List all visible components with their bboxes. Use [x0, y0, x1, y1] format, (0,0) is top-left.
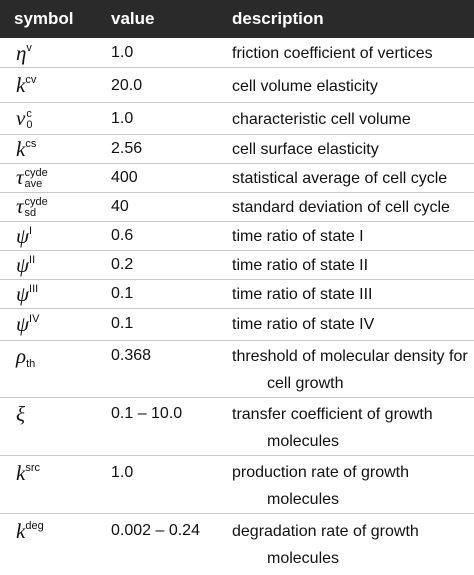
- value-cell: 0.1 – 10.0: [111, 405, 183, 422]
- symbol-cell: $\eta^v$: [16, 41, 32, 65]
- symbol-cell: τ cyde ave: [16, 165, 48, 191]
- table-row: [0, 456, 474, 514]
- value-cell: 0.6: [111, 227, 134, 244]
- description-cell: standard deviation of cell cycle: [232, 199, 450, 216]
- description-cell: cell surface elasticity: [232, 141, 379, 158]
- description-cell: transfer coefficient of growth molecules: [232, 406, 433, 450]
- value-cell: 0.1: [111, 315, 134, 332]
- table-row: [0, 251, 474, 280]
- description-cell: characteristic cell volume: [232, 111, 411, 128]
- description-cell: cell volume elasticity: [232, 78, 378, 95]
- symbol-cell: v c 0: [16, 106, 33, 132]
- description-cell: production rate of growth molecules: [232, 464, 409, 508]
- description-cell: time ratio of state II: [232, 257, 369, 274]
- symbol-cell: ξ: [16, 402, 25, 426]
- table-row: [0, 398, 474, 456]
- table-header: [0, 0, 474, 38]
- symbol-cell: $k^{src}$: [16, 461, 40, 485]
- symbol-cell: $\psi^I$: [16, 224, 33, 248]
- value-cell: 2.56: [111, 140, 143, 157]
- value-cell: 20.0: [111, 77, 143, 94]
- value-cell: 1.0: [111, 44, 134, 61]
- table-row: [0, 222, 474, 251]
- header-value: value: [111, 9, 155, 28]
- description-cell: threshold of molecular density for cell growth: [232, 348, 468, 392]
- value-cell: 1.0: [111, 110, 134, 127]
- header-description: description: [232, 9, 324, 28]
- table-row: [0, 193, 474, 222]
- description-cell: friction coefficient of vertices: [232, 45, 433, 62]
- table-row: [0, 103, 474, 135]
- symbol-cell: $\rho_{th}$: [16, 344, 36, 370]
- symbol-cell: $\psi^{IV}$: [16, 312, 40, 336]
- value-cell: 0.2: [111, 256, 134, 273]
- table-row: [0, 309, 474, 341]
- table-row: [0, 341, 474, 398]
- symbol-cell: $k^{cv}$: [16, 73, 37, 97]
- value-cell: 0.368: [111, 347, 152, 364]
- symbol-cell: $k^{cs}$: [16, 137, 37, 161]
- description-cell: degradation rate of growth molecules: [232, 523, 419, 567]
- symbol-cell: $\psi^{II}$: [16, 253, 36, 277]
- value-cell: 0.002 – 0.24: [111, 522, 200, 539]
- symbol-cell: $k^{deg}$: [16, 519, 44, 543]
- header-symbol: symbol: [14, 9, 74, 28]
- description-cell: statistical average of cell cycle: [232, 170, 448, 187]
- table-row: [0, 514, 474, 575]
- value-cell: 1.0: [111, 464, 134, 481]
- value-cell: 400: [111, 169, 138, 186]
- description-cell: time ratio of state III: [232, 286, 373, 303]
- table-row: [0, 38, 474, 68]
- table-row: [0, 68, 474, 103]
- description-cell: time ratio of state IV: [232, 316, 375, 333]
- value-cell: 0.1: [111, 285, 134, 302]
- value-cell: 40: [111, 198, 129, 215]
- table-row: [0, 280, 474, 309]
- description-cell: time ratio of state I: [232, 228, 364, 245]
- table-row: [0, 135, 474, 164]
- symbol-cell: τ cyde sd: [16, 194, 48, 220]
- table-row: [0, 164, 474, 193]
- symbol-cell: $\psi^{III}$: [16, 282, 39, 306]
